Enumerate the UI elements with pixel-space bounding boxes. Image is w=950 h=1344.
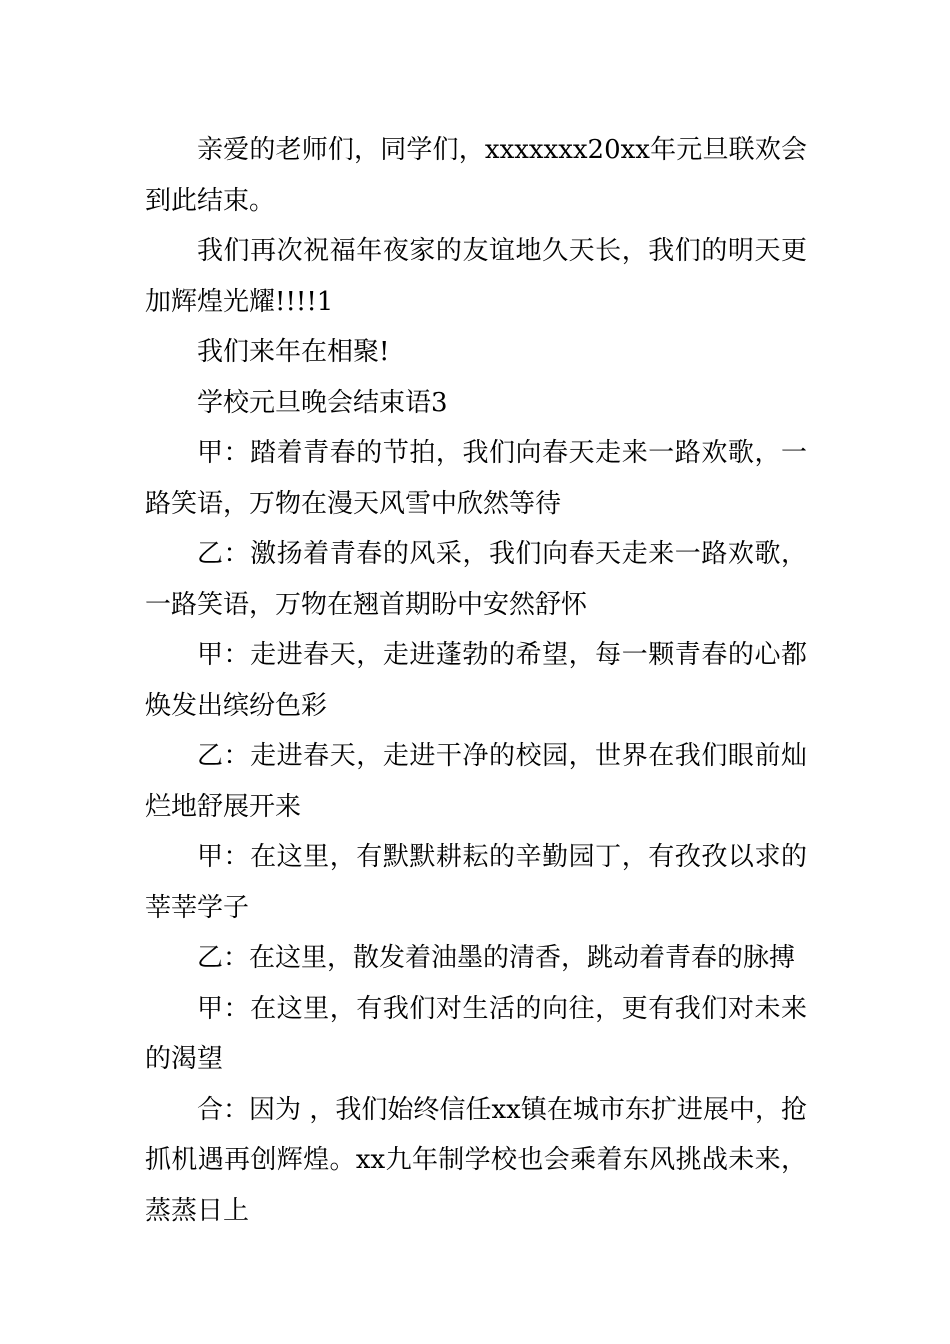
document-body xyxy=(145,125,807,1236)
paragraph-line-together: 合：因为 ，我们始终信任xx镇在城市东扩进展中，抢抓机遇再创辉煌。xx九年制学校也会乘着东风挑战未来，蒸蒸日上 xyxy=(145,1094,807,1226)
paragraph-closing: 亲爱的老师们，同学们，xxxxxxx20xx年元旦联欢会到此结束。 xyxy=(145,135,807,216)
paragraph-line-jia-3: 甲：在这里，有默默耕耘的辛勤园丁，有孜孜以求的莘莘学子 xyxy=(145,842,807,923)
paragraph-line-jia-4: 甲：在这里，有我们对生活的向往，更有我们对未来的渴望 xyxy=(145,993,807,1074)
paragraph-line-jia-1: 甲：踏着青春的节拍，我们向春天走来一路欢歌，一路笑语，万物在漫天风雪中欣然等待 xyxy=(145,438,807,519)
paragraph-next-year: 我们来年在相聚! xyxy=(197,337,390,367)
paragraph-line-yi-2: 乙：走进春天，走进干净的校园，世界在我们眼前灿烂地舒展开来 xyxy=(145,741,807,822)
section-heading: 学校元旦晚会结束语3 xyxy=(197,387,448,418)
paragraph-line-jia-2: 甲：走进春天，走进蓬勃的希望，每一颗青春的心都焕发出缤纷色彩 xyxy=(145,640,807,721)
paragraph-line-yi-3: 乙：在这里，散发着油墨的清香，跳动着青春的脉搏 xyxy=(197,943,796,973)
paragraph-blessing: 我们再次祝福年夜家的友谊地久天长，我们的明天更加辉煌光耀!!!!1 xyxy=(145,236,807,317)
paragraph-line-yi-1: 乙：激扬着青春的风采，我们向春天走来一路欢歌，一路笑语，万物在翘首期盼中安然舒怀 xyxy=(145,539,807,620)
